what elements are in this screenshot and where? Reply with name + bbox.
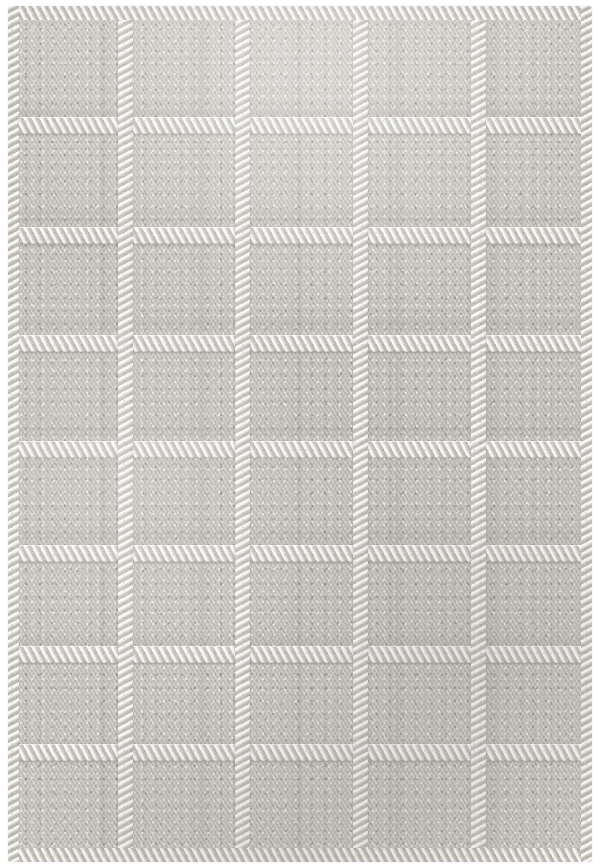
rug-edge-right [581,6,592,862]
rug-edge-left [8,6,19,862]
rug-image [8,6,592,862]
rug-weave-texture [8,6,592,862]
rug-edge-top [8,6,592,20]
rug-edge-bottom [8,848,592,862]
